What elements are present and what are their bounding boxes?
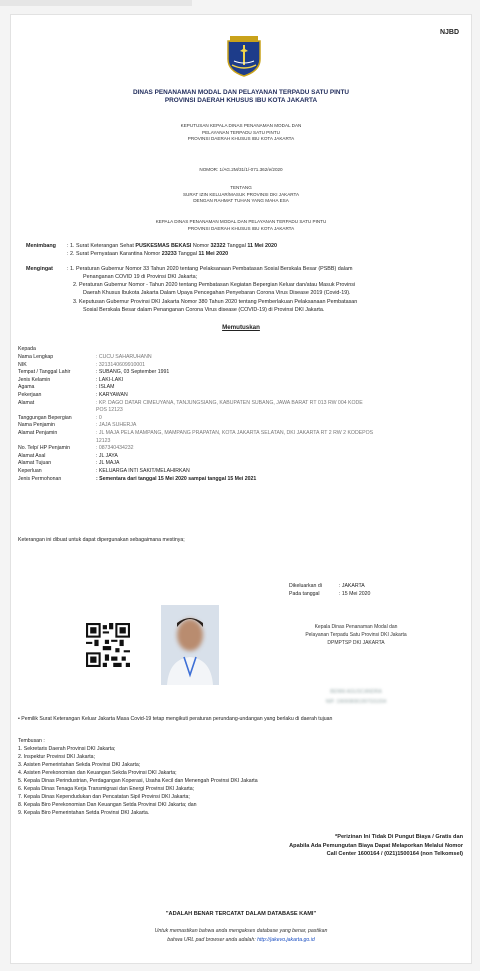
field-value: : KELUARGA INTI SAKIT/MELAHIRKAN xyxy=(96,468,190,474)
tembusan-item: 1. Sekretaris Daerah Provinsi DKI Jakarta; xyxy=(18,746,116,752)
field-label: Pekerjaan xyxy=(18,392,42,398)
tembusan-item: 3. Asisten Pemerintahan Sekda Provinsi DKI Jakarta; xyxy=(18,762,141,768)
field-value: : JL MAJA xyxy=(96,460,120,467)
field-value: : ISLAM xyxy=(96,384,115,391)
field-label: Alamat Penjamin xyxy=(18,430,58,436)
field-value: : Sementara dari tanggal 15 Mei 2020 sampai tanggal 15 Mei 2021 xyxy=(96,475,257,482)
menimbang-item-1: : 1. Surat Keterangan Sehat PUSKESMAS BEKASI Nomor 32322 Tanggal 11 Mei 2020 xyxy=(67,243,278,249)
qr-code-icon xyxy=(86,623,130,667)
decree-line: KEPUTUSAN KEPALA DINAS PENANAMAN MODAL DAN xyxy=(180,123,302,128)
document-page xyxy=(10,14,472,964)
top-bar xyxy=(0,0,192,6)
field-label: Tanggungan Bepergian xyxy=(18,414,72,421)
tembusan-item: 9. Kepala Biro Pemerintahan Setda Provinsi DKI Jakarta. xyxy=(18,810,150,816)
decree-line: PROVINSI DAERAH KHUSUS IBU KOTA JAKARTA xyxy=(187,136,295,141)
field-value: : CUCU SAHARUHANN xyxy=(96,354,152,360)
signer-title-line: Pelayanan Terpadu Satu Provinsi DKI Jakarta xyxy=(305,632,407,638)
field-value: 12123 xyxy=(96,437,111,444)
tembusan-title: Tembusan : xyxy=(18,738,45,744)
about-line: TENTANG xyxy=(230,185,252,190)
closing-text: Keterangan ini dibuat untuk dapat dipergunakan sebagaimana mestinya; xyxy=(18,537,185,543)
mengingat-label: Mengingat xyxy=(26,266,53,272)
issued-date: Pada tanggal : 15 Mei 2020 xyxy=(289,591,371,597)
field-value: : JAJA SUHERJA xyxy=(96,422,137,429)
field-value: : KARYAWAN xyxy=(96,392,128,398)
mengingat-item-3b: Sosial Berskala Besar dalam Penanganan Corona Virus disease (COVID-19) di Provinsi DKI Jakarta. xyxy=(83,307,325,313)
field-value: : LAKI-LAKI xyxy=(96,376,124,383)
field-value: : 3213140609910001 xyxy=(96,361,146,368)
tembusan-item: 7. Kepala Dinas Kependudukan dan Pencatatan Sipil Provinsi DKI Jakarta; xyxy=(18,794,190,800)
menimbang-label: Menimbang xyxy=(26,243,56,249)
mengingat-item-3: 3. Keputusan Gubernur Provinsi DKI Jakarta Nomor 380 Tahun 2020 tentang Pemberlakuan Pelaksanaan Pembatasan xyxy=(73,299,358,305)
field-label: No. Telp/ HP Penjamin xyxy=(18,445,70,452)
field-label: Keperluan xyxy=(18,468,42,474)
fee-notice: *Perizinan Ini Tidak Di Pungut Biaya / Gratis dan Apabila Ada Pemungutan Biaya Dapat Melaporkan Melalui Nomor Call Center 1600164 / (021)1500164 (non Telkomsel) xyxy=(289,834,463,858)
field-label: Alamat xyxy=(18,399,35,406)
signer-title-line: DPMPTSP DKI JAKARTA xyxy=(327,640,385,646)
signer-nip: NIP. 196908081997031004 xyxy=(325,699,387,705)
issued-place: Dikeluarkan di : JAKARTA xyxy=(289,583,365,589)
verification-link[interactable]: http://jakevo.jakarta.go.id xyxy=(257,937,315,943)
mengingat-item-2b: Daerah Khusus Ibukota Jakarta Dalam Upaya Pencegahan Penyebaran Corona Virus Disease 2019 (Covid-19). xyxy=(83,290,351,296)
tembusan-item: 2. Inspektur Provinsi DKI Jakarta; xyxy=(18,754,95,760)
field-value: : JL JAYA xyxy=(96,452,118,459)
field-label: Alamat Asal xyxy=(18,452,46,459)
field-value: : 087340434232 xyxy=(96,445,134,452)
field-label: Nama Penjamin xyxy=(18,422,55,429)
doc-code: NJBD xyxy=(439,29,459,36)
field-value: POS 12123 xyxy=(96,407,123,414)
mengingat-item-1b: Penanganan COVID 19 di Provinsi DKI Jakarta; xyxy=(83,274,198,280)
about-line: SURAT IZIN KELUAR/MASUK PROVINSI DKI JAKARTA xyxy=(182,191,300,197)
field-label: Jenis Permohonan xyxy=(18,475,62,482)
field-label: Agama xyxy=(18,384,35,391)
about-line: DENGAN RAHMAT TUHAN YANG MAHA ESA xyxy=(193,198,289,203)
tembusan-item: 6. Kepala Dinas Tenaga Kerja Transmigrasi dan Energi Provinsi DKI Jakarta; xyxy=(18,786,195,792)
field-label: Tempat / Tanggal Lahir xyxy=(18,369,71,376)
mengingat-item-1: : 1. Peraturan Gubernur Nomor 33 Tahun 2020 tentang Pelaksanaan Pembatasan Sosial Berskala Besar (PSBB) dalam xyxy=(67,266,353,272)
validity-note: • Pemilik Surat Keterangan Keluar Jakarta Masa Covid-19 tetap mengikuti peraturan perundang-undangan yang berlaku di daerah tujuan xyxy=(18,716,333,722)
tembusan-item: 4. Asisten Perekonomian dan Keuangan Sekda Provinsi DKI Jakarta; xyxy=(18,770,177,776)
field-value: : SUBANG, 03 September 1991 xyxy=(96,369,170,376)
tembusan-item: 8. Kepala Biro Perekonomian Dan Keuangan Setda Provinsi DKI Jakarta; dan xyxy=(18,802,197,808)
province-title: PROVINSI DAERAH KHUSUS IBU KOTA JAKARTA xyxy=(164,97,318,104)
field-label: Alamat Tujuan xyxy=(18,460,52,467)
verification-text: Untuk memastikan bahwa anda mengakses database yang benar, pastikan xyxy=(154,928,328,934)
official-line: KEPALA DINAS PENANAMAN MODAL DAN PELAYANAN TERPADU SATU PINTU xyxy=(155,219,327,224)
memutuskan-heading: Memutuskan xyxy=(222,324,260,331)
signer-name: BENNI AGUSCANDRA xyxy=(330,689,382,695)
field-value: : KP. DAGO DATAR CIMEUYANA, TANJUNGSIANG, KABUPATEN SUBANG, JAWA BARAT RT 013 RW 004 KODE xyxy=(96,399,363,406)
field-label: Jenis Kelamin xyxy=(18,376,51,383)
field-value: : 0 xyxy=(96,414,102,421)
signer-title-line: Kepala Dinas Penanaman Modal dan xyxy=(314,624,398,630)
jakarta-emblem-icon xyxy=(226,35,262,77)
decree-line: PELAYANAN TERPADU SATU PINTU xyxy=(202,129,280,135)
agency-title: DINAS PENANAMAN MODAL DAN PELAYANAN TERPADU SATU PINTU xyxy=(132,89,350,96)
field-label: Nama Lengkap xyxy=(18,354,54,360)
field-value: : JL MAJA PELA MAMPANG, MAMPANG PRAPATAN, KOTA JAKARTA SELATAN, DKI JAKARTA RT 2 RW 2 KODEPOS xyxy=(96,430,374,436)
decree-number: NOMOR: 1/AG.2M/31/1/-071.362/e/2020 xyxy=(199,167,283,172)
official-line: PROVINSI DAERAH KHUSUS IBU KOTA JAKARTA xyxy=(187,225,295,231)
tembusan-item: 5. Kepala Dinas Perindustrian, Perdagangan Koperasi, Usaha Kecil dan Menengah Provinsi DKI Jakarta xyxy=(18,778,258,784)
menimbang-item-2: : 2. Surat Pernyataan Karantina Nomor 23233 Tanggal 11 Mei 2020 xyxy=(67,251,229,257)
field-label: NIK xyxy=(18,361,27,368)
mengingat-item-2: 2. Peraturan Gubernur Nomor - Tahun 2020 tentang Pembatasan Kegiatan Bepergian Keluar dan/atau Masuk Provinsi xyxy=(73,282,356,288)
database-statement: "ADALAH BENAR TERCATAT DALAM DATABASE KAMI" xyxy=(165,911,317,917)
verification-text-2: bahwa URL pad browser anda adalah: http://jakevo.jakarta.go.id xyxy=(167,937,315,943)
applicant-photo xyxy=(161,605,219,685)
kepada-label: Kepada xyxy=(18,346,36,352)
